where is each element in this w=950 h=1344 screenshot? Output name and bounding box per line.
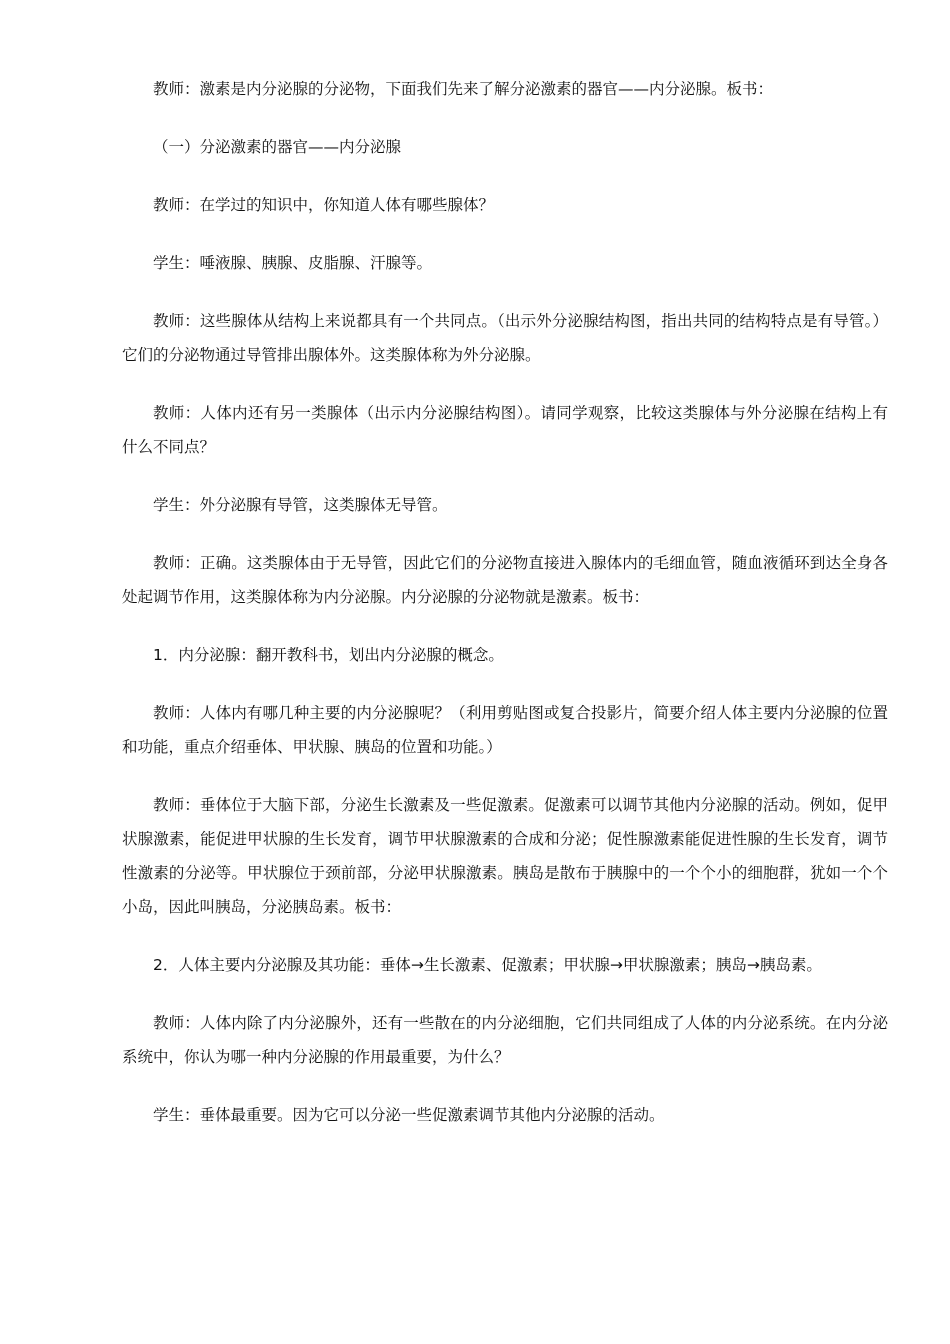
paragraph-exocrine: 教师：这些腺体从结构上来说都具有一个共同点。（出示外分泌腺结构图，指出共同的结构特点是有导管。）它们的分泌物通过导管排出腺体外。这类腺体称为外分泌腺。 (122, 312, 888, 364)
paragraph-other-glands: 教师：人体内还有另一类腺体（出示内分泌腺结构图）。请同学观察，比较这类腺体与外分泌腺在结构上有什么不同点？ (122, 404, 888, 456)
paragraph-endocrine-system: 教师：人体内除了内分泌腺外，还有一些散在的内分泌细胞，它们共同组成了人体的内分泌系统。在内分泌系统中，你认为哪一种内分泌腺的作用最重要，为什么？ (122, 1014, 888, 1066)
document-page (122, 72, 888, 1132)
list-item-1: 1．内分泌腺：翻开教科书，划出内分泌腺的概念。 (153, 646, 504, 664)
paragraph-student-pituitary: 学生：垂体最重要。因为它可以分泌一些促激素调节其他内分泌腺的活动。 (153, 1106, 665, 1124)
paragraph-endocrine-definition: 教师：正确。这类腺体由于无导管，因此它们的分泌物直接进入腺体内的毛细血管，随血液循环到达全身各处起调节作用，这类腺体称为内分泌腺。内分泌腺的分泌物就是激素。板书： (122, 554, 888, 606)
paragraph-main-glands-question: 教师：人体内有哪几种主要的内分泌腺呢？（利用剪贴图或复合投影片，简要介绍人体主要内分泌腺的位置和功能，重点介绍垂体、甲状腺、胰岛的位置和功能。） (122, 704, 888, 756)
list-item-2: 2．人体主要内分泌腺及其功能：垂体→生长激素、促激素；甲状腺→甲状腺激素；胰岛→胰岛素。 (153, 956, 822, 974)
section-heading: （一）分泌激素的器官——内分泌腺 (153, 138, 402, 156)
paragraph-teacher-question: 教师：在学过的知识中，你知道人体有哪些腺体？ (153, 196, 495, 214)
paragraph-pituitary: 教师：垂体位于大脑下部，分泌生长激素及一些促激素。促激素可以调节其他内分泌腺的活动。例如，促甲状腺激素，能促进甲状腺的生长发育，调节甲状腺激素的合成和分泌；促性腺激素能促进性腺的生长发育，调节性激素的分泌等。甲状腺位于颈前部，分泌甲状腺激素。胰岛是散布于胰腺中的一个个小的细胞群，犹如一个个小岛，因此叫胰岛，分泌胰岛素。板书： (122, 796, 888, 916)
paragraph-student-answer: 学生：唾液腺、胰腺、皮脂腺、汗腺等。 (153, 254, 433, 272)
paragraph-teacher-intro: 教师：激素是内分泌腺的分泌物，下面我们先来了解分泌激素的器官——内分泌腺。板书： (153, 80, 774, 98)
paragraph-student-duct: 学生：外分泌腺有导管，这类腺体无导管。 (153, 496, 448, 514)
